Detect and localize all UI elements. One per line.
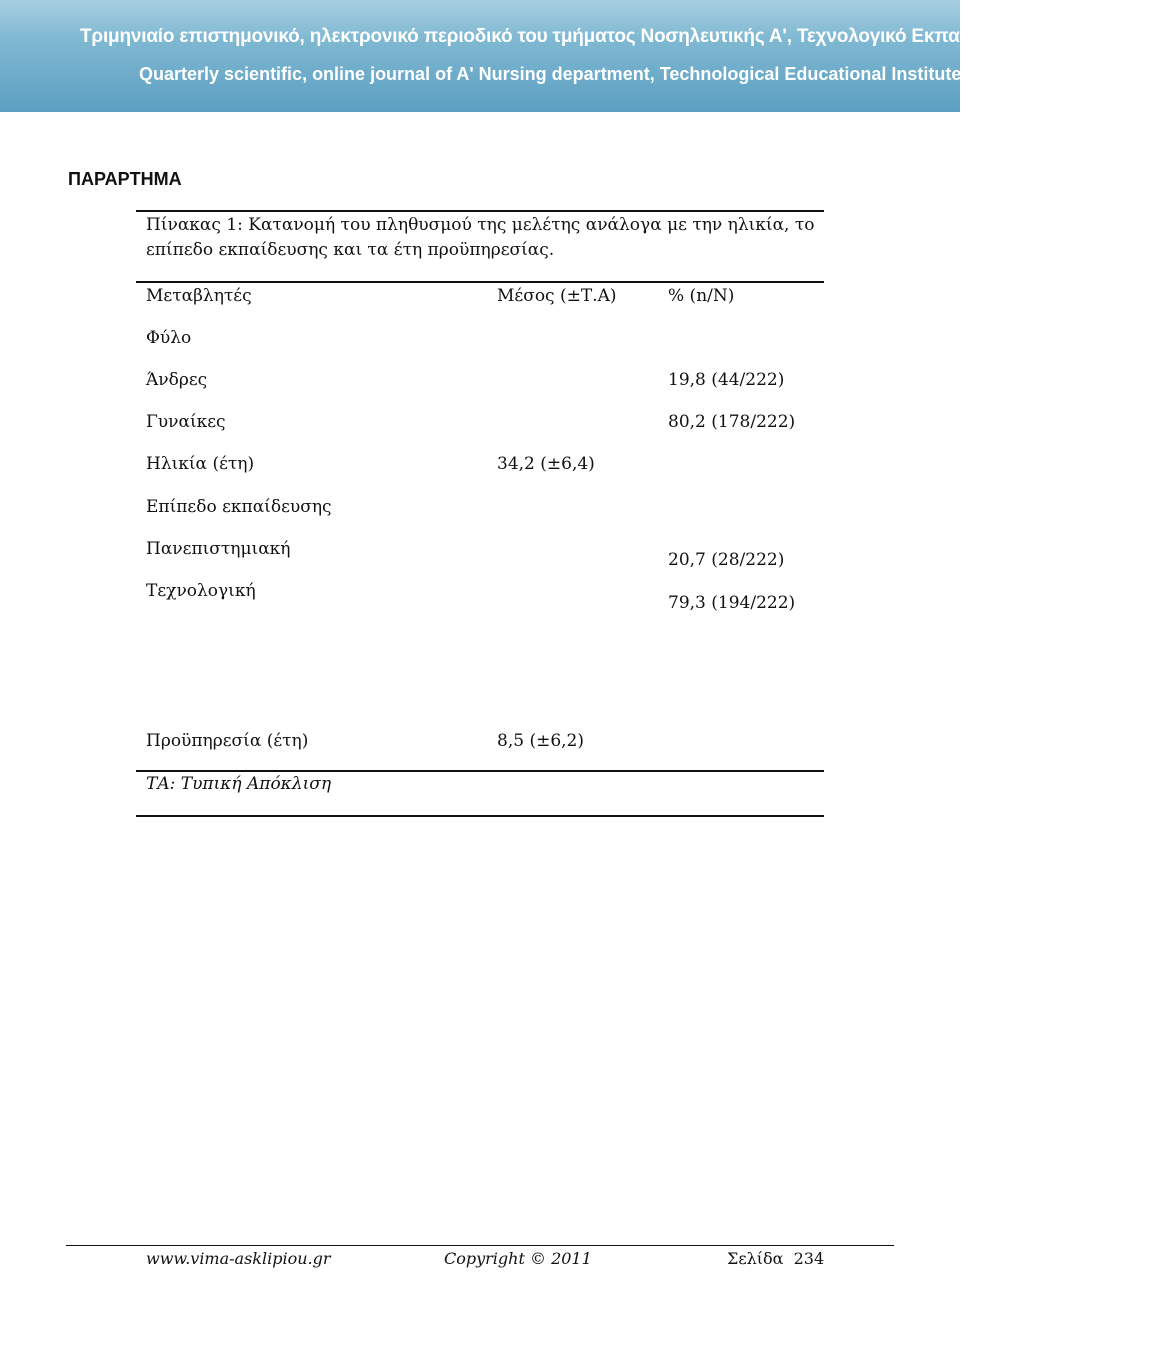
row-age-label: Ηλικία (έτη) <box>146 454 255 474</box>
header-percent: % (n/N) <box>668 286 735 306</box>
row-women-percent: 80,2 (178/222) <box>668 412 796 432</box>
footer-rule <box>66 1245 894 1246</box>
table-footnote-rule <box>136 770 824 772</box>
row-university-label: Πανεπιστημιακή <box>146 539 291 559</box>
journal-title-english: Quarterly scientific, online journal of A' Nursing department, Technological Educational Institute of Athens <box>139 64 1049 84</box>
header-mean: Μέσος (±Τ.Α) <box>497 286 617 306</box>
table-footnote: ΤΑ: Τυπική Απόκλιση <box>146 774 332 794</box>
table-caption: Πίνακας 1: Κατανομή του πληθυσμού της μελέτης ανάλογα με την ηλικία, το επίπεδο εκπαίδευσης και τα έτη προϋπηρεσίας. <box>146 215 815 260</box>
row-education-label: Επίπεδο εκπαίδευσης <box>146 497 332 517</box>
row-university-percent: 20,7 (28/222) <box>668 550 785 570</box>
row-experience-label: Προϋπηρεσία (έτη) <box>146 731 309 751</box>
footer-website: www.vima-asklipiou.gr <box>146 1249 331 1268</box>
table-top-rule <box>136 210 824 212</box>
row-technological-label: Τεχνολογική <box>146 581 256 601</box>
journal-title-greek: Τριμηνιαίο επιστημονικό, ηλεκτρονικό περιοδικό του τμήματος Νοσηλευτικής Α', Τεχνολογικό Εκπαιδευτικό Ιδρυμα Αθηνών <box>80 26 1173 47</box>
table-header-rule <box>136 281 824 283</box>
row-men-label: Άνδρες <box>146 370 208 390</box>
appendix-heading: ΠΑΡΑΡΤΗΜΑ <box>68 169 182 189</box>
row-age-mean: 34,2 (±6,4) <box>497 454 595 474</box>
header-variables: Μεταβλητές <box>146 286 252 306</box>
journal-banner <box>0 0 1173 112</box>
footer-page-number: Σελίδα 234 <box>727 1249 825 1268</box>
row-men-percent: 19,8 (44/222) <box>668 370 785 390</box>
row-sex-label: Φύλο <box>146 328 192 348</box>
row-experience-mean: 8,5 (±6,2) <box>497 731 584 751</box>
row-women-label: Γυναίκες <box>146 412 226 432</box>
footer-copyright: Copyright © 2011 <box>444 1249 592 1268</box>
table-bottom-rule <box>136 815 824 817</box>
row-technological-percent: 79,3 (194/222) <box>668 593 796 613</box>
